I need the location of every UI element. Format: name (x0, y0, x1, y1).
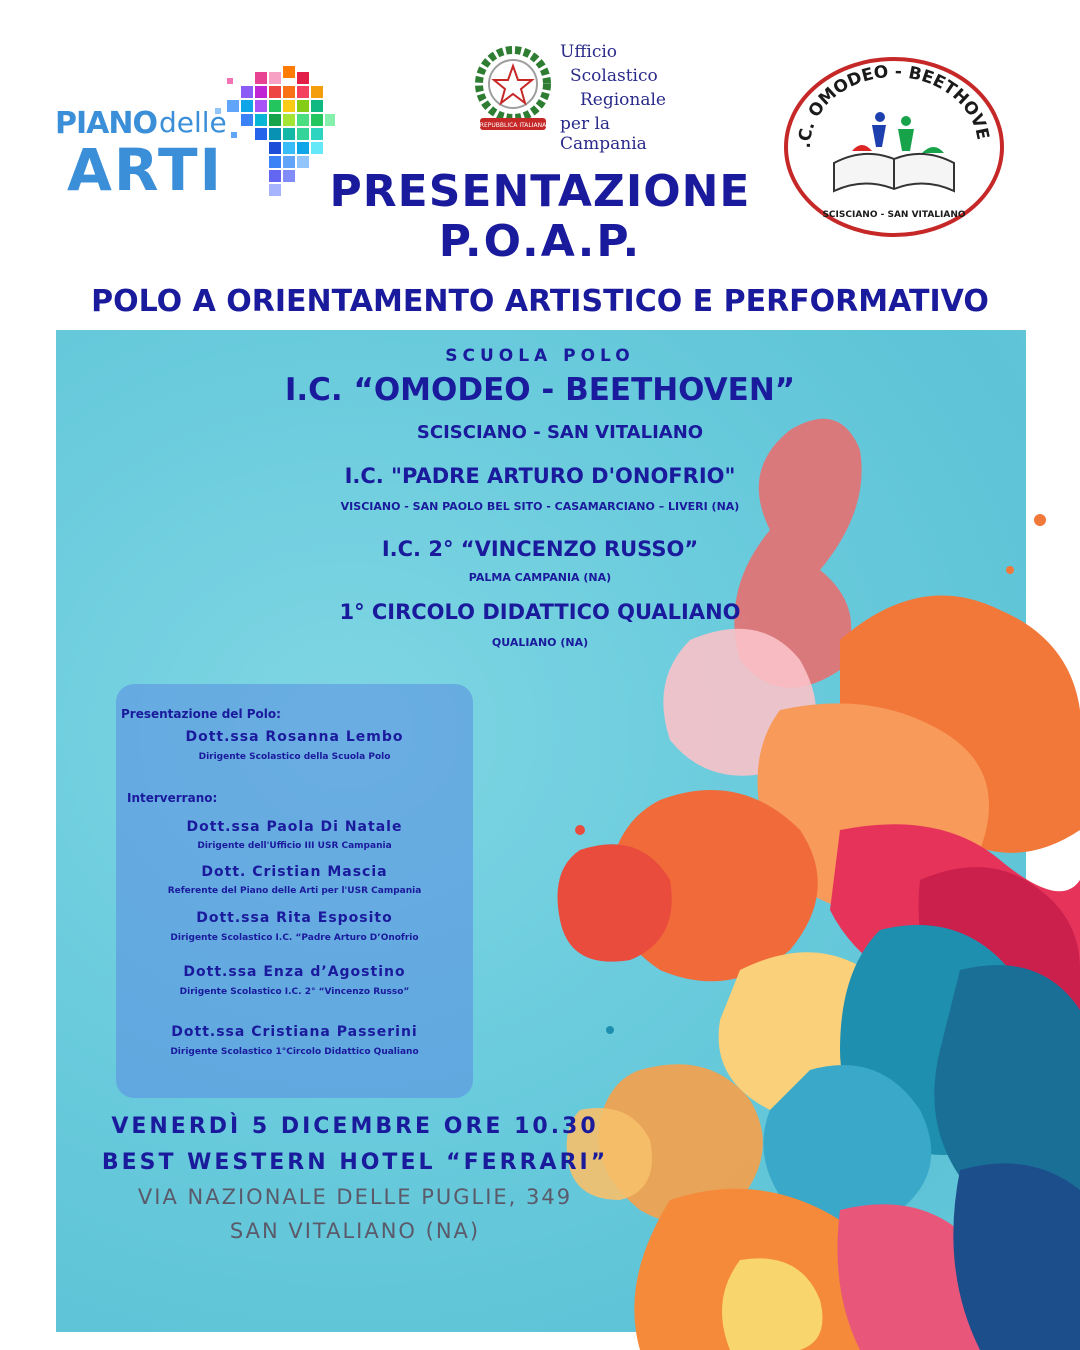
speaker-5-name: Dott.ssa Cristiana Passerini (171, 1024, 418, 1040)
delle-word: delle (159, 106, 227, 139)
page-title-acronym: P.O.A.P. (438, 216, 642, 267)
speaker-1-name: Dott.ssa Paola Di Natale (186, 819, 403, 835)
ic-arc-text: .C. OMODEO - BEETHOVE (794, 61, 993, 149)
page-subtitle: POLO A ORIENTAMENTO ARTISTICO E PERFORMATIVO (91, 284, 989, 319)
ic-bottom-text: SCISCIANO - SAN VITALIANO (822, 210, 966, 220)
lead-school-place: SCISCIANO - SAN VITALIANO (416, 422, 704, 443)
speaker-3-name: Dott.ssa Rita Esposito (196, 910, 393, 926)
event-date: VENERDÌ 5 DICEMBRE ORE 10.30 (111, 1114, 599, 1139)
arti-word: ARTI (67, 136, 224, 204)
usr-line-2: Scolastico (570, 66, 658, 86)
speaker-5-role: Dirigente Scolastico 1°Circolo Didattico Qualiano (170, 1047, 419, 1057)
intro-label: Presentazione del Polo: (121, 707, 281, 721)
school-3-place: QUALIANO (NA) (491, 636, 589, 649)
intro-speaker-role: Dirigente Scolastico della Scuola Polo (198, 752, 391, 762)
speaker-3-role: Dirigente Scolastico I.C. “Padre Arturo D’Onofrio (170, 933, 419, 943)
school-badge-icon (782, 55, 1007, 240)
speakers-label: Interverrano: (127, 791, 218, 805)
emblem-ribbon-text: REPUBBLICA ITALIANA (479, 122, 547, 129)
event-city: SAN VITALIANO (NA) (229, 1219, 481, 1243)
speaker-1-role: Dirigente dell'Ufficio III USR Campania (197, 841, 392, 851)
speaker-4-name: Dott.ssa Enza d’Agostino (183, 964, 406, 980)
school-2-place: PALMA CAMPANIA (NA) (468, 571, 612, 584)
page-title: PRESENTAZIONE (329, 166, 751, 217)
italian-emblem-icon (468, 38, 558, 138)
usr-line-3: Regionale (580, 90, 666, 110)
speaker-2-name: Dott. Cristian Mascia (201, 864, 388, 880)
school-2-name: I.C. 2° “VINCENZO RUSSO” (381, 537, 699, 561)
scuola-polo-label: SCUOLA POLO (445, 346, 635, 366)
usr-line-4: per la Campania (560, 114, 647, 154)
lead-school-name: I.C. “OMODEO - BEETHOVEN” (284, 372, 796, 408)
piano-word: PIANO (55, 106, 157, 141)
usr-line-1: Ufficio (560, 42, 618, 62)
speaker-4-role: Dirigente Scolastico I.C. 2° “Vincenzo Russo” (179, 987, 410, 997)
event-venue: BEST WESTERN HOTEL “FERRARI” (101, 1150, 609, 1175)
intro-speaker-name: Dott.ssa Rosanna Lembo (185, 729, 404, 745)
school-3-name: 1° CIRCOLO DIDATTICO QUALIANO (339, 600, 741, 624)
school-1-place: VISCIANO - SAN PAOLO BEL SITO - CASAMARCIANO – LIVERI (NA) (340, 500, 740, 513)
ic-omodeo-beethoven-logo (782, 55, 1007, 240)
speaker-2-role: Referente del Piano delle Arti per l'USR Campania (167, 886, 422, 896)
usr-campania-logo (468, 38, 698, 154)
school-1-name: I.C. "PADRE ARTURO D'ONOFRIO" (344, 464, 736, 488)
event-address: VIA NAZIONALE DELLE PUGLIE, 349 (137, 1185, 573, 1209)
